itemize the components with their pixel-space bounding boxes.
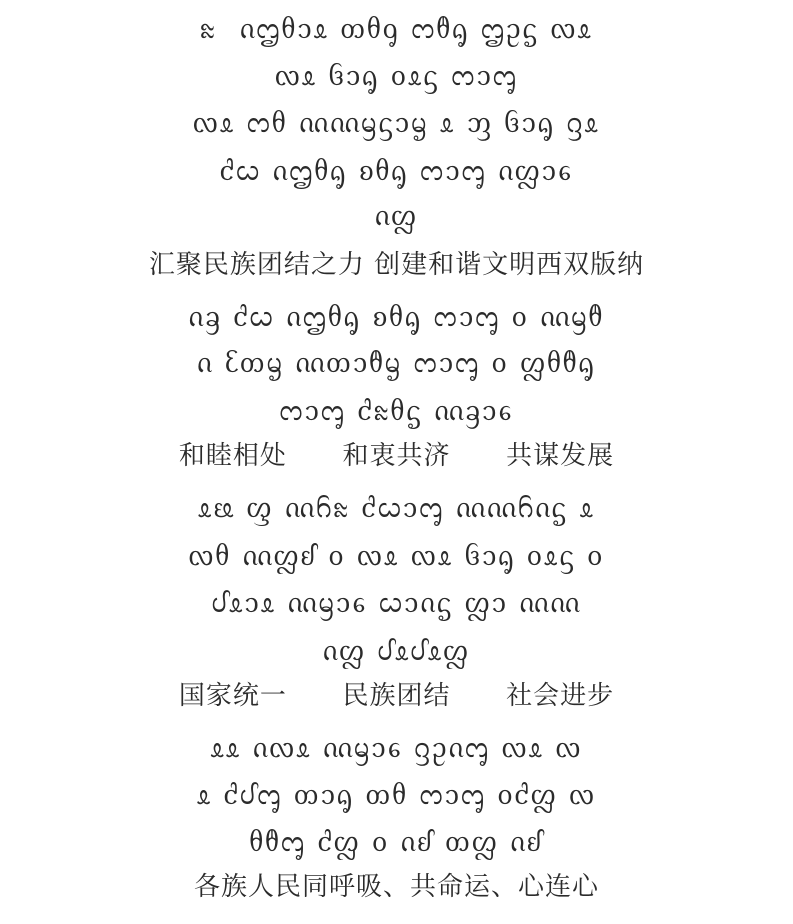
text-line-6: ᦵᦃ ᦺᦍ ᦵᦗᦲᧂ ᦈᦲᧂ ᦂᦱᧅ ᧐ ᦶᦙᦹ: [188, 299, 605, 334]
chinese-line-1: 汇聚民族团结之力 创建和谐文明西双版纳: [148, 250, 645, 280]
chinese-line-4: 各族人民同呼吸、共命运、心连心: [193, 872, 599, 902]
text-line-2: ᦟᦸ ᦑᦱᧂ ᦞᦸᦓ ᦂᦱᧅ: [274, 58, 519, 93]
chinese-line-3: 国家统一 民族团结 社会进步: [178, 681, 615, 711]
text-line-7: ᦵ ᦷᦎᧄ ᦶᦎᦱᦹᧄ ᦂᦱᧅ ᧐ ᦜᦲᦹᧂ: [197, 345, 596, 380]
text-line-11: ᦔᦸᦱᦸ ᦶᦙᦱᧈ ᦍᦱᦵᧃ ᦜᦱ ᦶᦶ: [211, 585, 582, 620]
text-line-8: ᦂᦱᧅ ᦺᦰᦲᧃ ᦶᦃᦱᧈ: [279, 393, 514, 428]
chinese-line-2: 和睦相处 和衷共济 共谋发展: [178, 441, 615, 471]
text-line-10: ᦟᦲ ᦶᦜᦊ ᧐ ᦟᦸ ᦟᦸ ᦑᦱᧂ ᦞᦸᦓ ᧐: [188, 538, 605, 573]
text-line-5: ᦵᦜ: [374, 198, 419, 233]
text-line-9: ᦸᦕ ᦐ ᦶᦆᦰ ᦺᦍᦱᧅ ᦶᦶᦆᦵᧃ ᦸ: [197, 490, 596, 525]
text-line-4: ᦺᦍ ᦵᦗᦲᧂ ᦈᦲᧂ ᦂᦱᧅ ᦵᦜᦱᧈ: [219, 153, 574, 188]
text-line-14: ᦸ ᦺᦔᧅ ᦎᦱᧂ ᦎᦲ ᦂᦱᧅ ᧐ᦺᦜ ᦟ: [196, 777, 597, 812]
text-line-3: ᦟᦸ ᦂᦲ ᦶᦶᦙᦓᦱᧄ ᦸ ᦀ ᦑᦱᧂ ᦋᦸ: [193, 105, 600, 140]
text-line-15: ᦲᦹᧅ ᦺᦜ ᧐ ᦵᦊ ᦎᦜ ᦵᦊ: [249, 824, 544, 859]
text-line-13: ᦸᦸ ᦵᦟᦸ ᦶᦙᦱᧈ ᦋᦳᦵᧅ ᦟᦸ ᦟ: [210, 730, 583, 765]
text-line-1: ᦰ ᦵᦗᦲᦱᦸ ᦎᦲᧁ ᦂᦹᧂ ᦗᦳᧃ ᦟᦸ: [200, 11, 593, 46]
text-line-12: ᦵᦜ ᦔᦸᦔᦸᦜ: [322, 633, 471, 668]
